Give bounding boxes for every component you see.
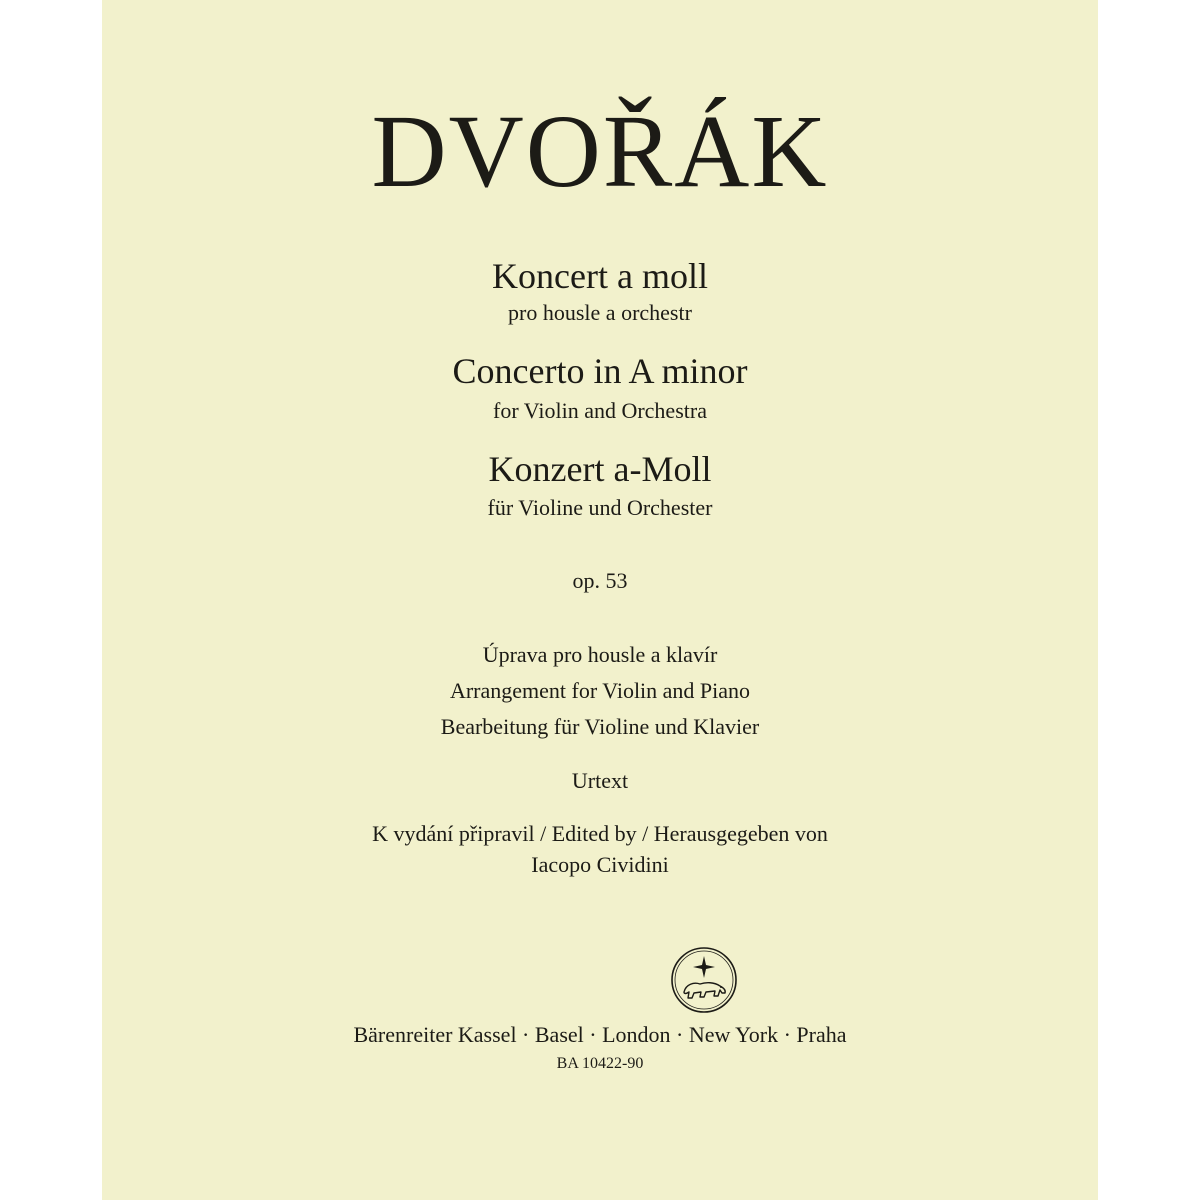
cover-page: [102, 0, 1098, 1200]
editor-name: Iacopo Cividini: [531, 852, 669, 877]
edited-by-label: K vydání připravil / Edited by / Herausgegeben von: [372, 821, 828, 846]
title-czech: Koncert a moll: [492, 256, 708, 296]
arrangement-english: Arrangement for Violin and Piano: [449, 678, 751, 703]
urtext-label: Urtext: [571, 768, 629, 793]
catalog-number: BA 10422-90: [556, 1055, 644, 1072]
title-german: Konzert a-Moll: [488, 449, 712, 489]
arrangement-german: Bearbeitung für Violine und Klavier: [440, 714, 760, 739]
subtitle-english: for Violin and Orchestra: [493, 398, 707, 423]
composer-name: DVOŘÁK: [371, 94, 829, 209]
opus-number: op. 53: [572, 568, 628, 593]
title-english: Concerto in A minor: [452, 351, 748, 391]
subtitle-german: für Violine und Orchester: [487, 495, 713, 520]
baerenreiter-bear-star-seal-icon: [670, 946, 738, 1014]
arrangement-czech: Úprava pro housle a klavír: [482, 642, 718, 667]
subtitle-czech: pro housle a orchestr: [508, 300, 692, 325]
publisher-line: Bärenreiter Kassel · Basel · London · New York · Praha: [353, 1022, 847, 1047]
